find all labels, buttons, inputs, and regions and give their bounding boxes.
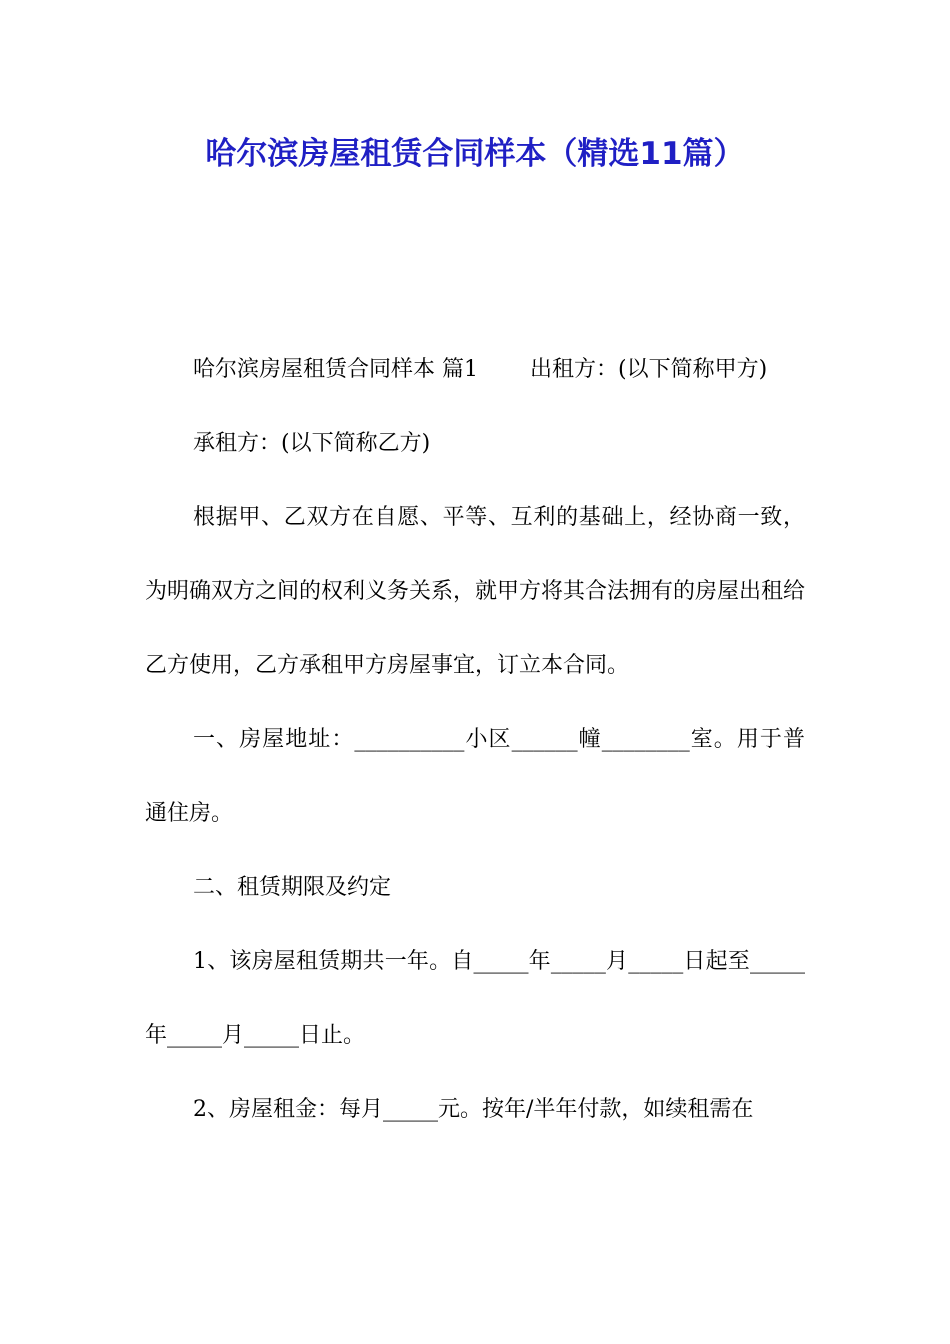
- paragraph-lessor: [145, 333, 805, 407]
- paragraph-preamble: 根据甲、乙双方在自愿、平等、互利的基础上，经协商一致，为明确双方之间的权利义务关系，就甲方将其合法拥有的房屋出租给乙方使用，乙方承租甲方房屋事宜，订立本合同。: [145, 505, 806, 678]
- lessor-line: 出租方：(以下简称甲方): [530, 357, 768, 382]
- paragraph-section-two-heading: 二、租赁期限及约定: [193, 875, 392, 900]
- paragraph-lease-term: 1、该房屋租赁期共一年。自_____年_____月_____日起至_____年_____月_____日止。: [145, 949, 805, 1048]
- contract-heading: 哈尔滨房屋租赁合同样本 篇1: [193, 357, 478, 382]
- document-title: 哈尔滨房屋租赁合同样本（精选11篇）: [205, 136, 745, 172]
- paragraph-rent: 2、房屋租金：每月_____元。按年/半年付款，如续租需在: [193, 1097, 754, 1122]
- document-body: [145, 333, 805, 1147]
- paragraph-address: 一、房屋地址：__________小区______幢________室。用于普通住房。: [145, 727, 805, 826]
- paragraph-lessee: 承租方：(以下简称乙方): [193, 431, 431, 456]
